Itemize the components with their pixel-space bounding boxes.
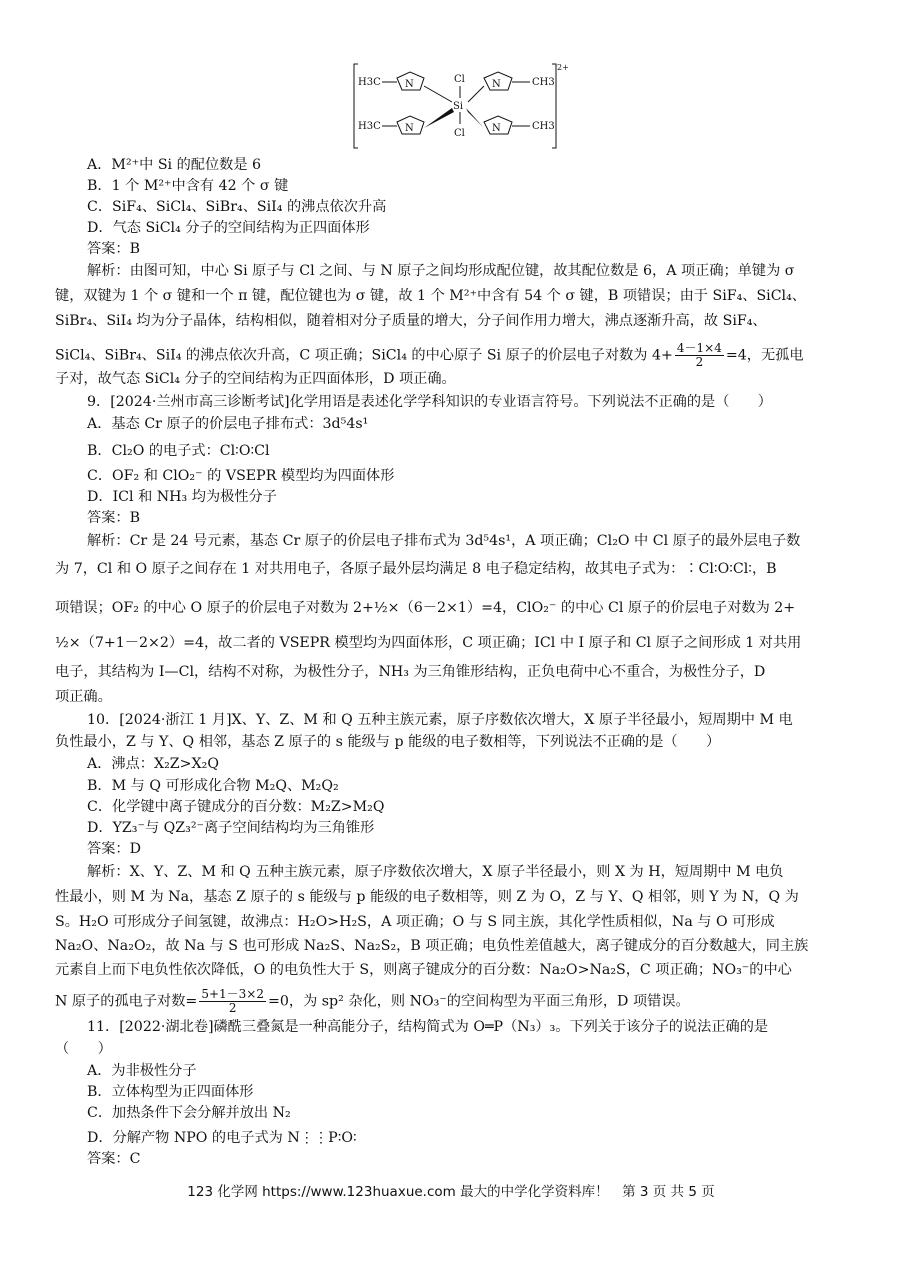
q10-stem-line-2: 负性最小，Z 与 Y、Q 相邻，基态 Z 原子的 s 能级与 p 能级的电子数相等，下列说法不正确的是（ ） [55,734,721,750]
q10-fraction [199,988,266,1015]
n-label-1: N [405,79,414,90]
q8-fraction-denominator: 2 [695,355,704,369]
q8-option-a: A．M²⁺中 Si 的配位数是 6 [87,157,262,173]
q10-option-b: B．M 与 Q 可形成化合物 M₂Q、M₂Q₂ [87,778,339,794]
q10-option-a: A．沸点：X₂Z>X₂Q [87,756,219,772]
q10-analysis-line-6 [55,988,690,1015]
q11-answer: 答案：C [87,1151,141,1167]
q9-answer: 答案：B [87,510,140,526]
ch3-label-bottom: CH3 [532,121,555,132]
q11-option-b: B．立体构型为正四面体形 [87,1084,254,1100]
page-footer: 123 化学网 https://www.123huaxue.com 最大的中学化学资料库！ 第 3 页 共 5 页 [187,1184,715,1200]
q10-analysis-line-6-text: N 原子的孤电子对数= [55,993,198,1010]
q9-analysis-line-4: ½×（7+1－2×2）=4，故二者的 VSEPR 模型均为四面体形，C 项正确；ICl 中 I 原子和 Cl 原子之间形成 1 对共用 [55,635,802,651]
q9-option-c: C．OF₂ 和 ClO₂⁻ 的 VSEPR 模型均为四面体形 [87,468,395,484]
q9-analysis-line-2: 为 7，Cl 和 O 原子之间存在 1 对共用电子，各原子最外层均满足 8 电子稳定结构，故其电子式为：∶Cl∶O∶Cl∶，B [55,561,777,577]
ch3-label-top: CH3 [532,77,555,88]
cl-label-bottom: Cl [454,128,465,139]
q9-analysis-line-3: 项错误；OF₂ 的中心 O 原子的价层电子对数为 2+½×（6－2×1）=4，ClO₂⁻ 的中心 Cl 原子的价层电子对数为 2+ [55,600,796,616]
q8-analysis-line-3: SiBr₄、SiI₄ 均为分子晶体，结构相似，随着相对分子质量的增大，分子间作用力增大，沸点逐渐升高，故 SiF₄、 [55,313,767,329]
q8-answer: 答案：B [87,241,140,257]
q9-option-b: B．Cl₂O 的电子式：Cl∶O∶Cl [87,443,270,459]
q8-fraction-numerator: 4－1×4 [676,341,722,355]
q11-stem-line-1: 11．[2022·湖北卷]磷酰三叠氮是一种高能分子，结构简式为 O═P（N₃）₃。下列关于该分子的说法正确的是 [87,1019,769,1035]
q8-analysis-line-4 [55,342,804,369]
q8-option-d: D．气态 SiCl₄ 分子的空间结构为正四面体形 [87,220,370,236]
q10-analysis-line-4: Na₂O、Na₂O₂，故 Na 与 S 也可形成 Na₂S、Na₂S₂，B 项正确；电负性差值越大，离子键成分的百分数越大，同主族 [55,938,809,954]
q10-analysis-line-3: S。H₂O 可形成分子间氢键，故沸点：H₂O>H₂S，A 项正确；O 与 S 同主族，其化学性质相似，Na 与 O 可形成 [55,914,775,930]
n-label-2: N [492,79,501,90]
n-label-4: N [492,123,501,134]
q10-analysis-line-2: 性最小，则 M 为 Na，基态 Z 原子的 s 能级与 p 能级的电子数相等，则 Z 为 O，Z 与 Y、Q 相邻，则 Y 为 N，Q 为 [55,889,799,905]
q8-analysis-line-1: 解析：由图可知，中心 Si 原子与 Cl 之间、与 N 原子之间均形成配位键，故其配位数是 6，A 项正确；单键为 σ [87,263,795,279]
q8-analysis-line-4-text: SiCl₄、SiBr₄、SiI₄ 的沸点依次升高，C 项正确；SiCl₄ 的中心原子 Si 原子的价层电子对数为 4+ [55,347,673,364]
cl-label-top: Cl [454,74,465,85]
q9-stem: 9．[2024·兰州市高三诊断考试]化学用语是表述化学学科知识的专业语言符号。下列说法不正确的是（ ） [87,394,772,410]
h3c-label-top: H3C [358,77,381,88]
q10-option-c: C．化学键中离子键成分的百分数：M₂Z>M₂Q [87,799,385,815]
q9-analysis-line-6: 项正确。 [55,689,112,705]
q10-fraction-numerator: 5+1－3×2 [201,987,264,1001]
q11-option-c: C．加热条件下会分解并放出 N₂ [87,1105,291,1121]
q8-fraction [675,342,724,369]
q9-option-d: D．ICl 和 NH₃ 均为极性分子 [87,489,277,505]
q8-analysis-line-2: 键，双键为 1 个 σ 键和一个 π 键，配位键也为 σ 键，故 1 个 M²⁺中含有 54 个 σ 键，B 项错误；由于 SiF₄、SiCl₄、 [55,288,806,304]
q11-stem-line-2: （ ） [55,1041,112,1057]
h3c-label-bottom: H3C [358,121,381,132]
q10-fraction-denominator: 2 [228,1001,237,1015]
q10-stem-line-1: 10．[2024·浙江 1 月]X、Y、Z、M 和 Q 五种主族元素，原子序数依次增大，X 原子半径最小，短周期中 M 电 [87,712,793,728]
q8-option-b: B．1 个 M²⁺中含有 42 个 σ 键 [87,178,289,194]
q9-analysis-line-1: 解析：Cr 是 24 号元素，基态 Cr 原子的价层电子排布式为 3d⁵4s¹，A 项正确；Cl₂O 中 Cl 原子的最外层电子数 [87,533,801,549]
molecule-structure-figure [352,60,582,152]
q9-analysis-line-5: 电子，其结构为 I—Cl，结构不对称，为极性分子，NH₃ 为三角锥形结构，正负电荷中心不重合，为极性分子，D [55,664,766,680]
q11-option-d: D．分解产物 NPO 的电子式为 N⋮⋮P∶O∶ [87,1130,357,1146]
q11-option-a: A．为非极性分子 [87,1063,197,1079]
charge-label: 2+ [557,63,569,72]
q10-answer: 答案：D [87,841,141,857]
q8-analysis-line-5: 子对，故气态 SiCl₄ 分子的空间结构为正四面体形，D 项正确。 [55,371,456,387]
q10-analysis-line-6-tail: =0，为 sp² 杂化，则 NO₃⁻的空间构型为平面三角形，D 项错误。 [267,993,690,1010]
q10-option-d: D．YZ₃⁻与 QZ₃²⁻离子空间结构均为三角锥形 [87,820,375,836]
n-label-3: N [405,123,414,134]
q10-analysis-line-5: 元素自上而下电负性依次降低，O 的电负性大于 S，则离子键成分的百分数：Na₂O>Na₂S，C 项正确；NO₃⁻的中心 [55,962,792,978]
si-label: Si [453,101,464,112]
q10-analysis-line-1: 解析：X、Y、Z、M 和 Q 五种主族元素，原子序数依次增大，X 原子半径最小，则 X 为 H，短周期中 M 电负 [87,864,784,880]
q9-option-a: A．基态 Cr 原子的价层电子排布式：3d⁵4s¹ [87,416,369,432]
q8-option-c: C．SiF₄、SiCl₄、SiBr₄、SiI₄ 的沸点依次升高 [87,199,387,215]
q8-analysis-line-4-tail: =4，无孤电 [725,347,804,364]
